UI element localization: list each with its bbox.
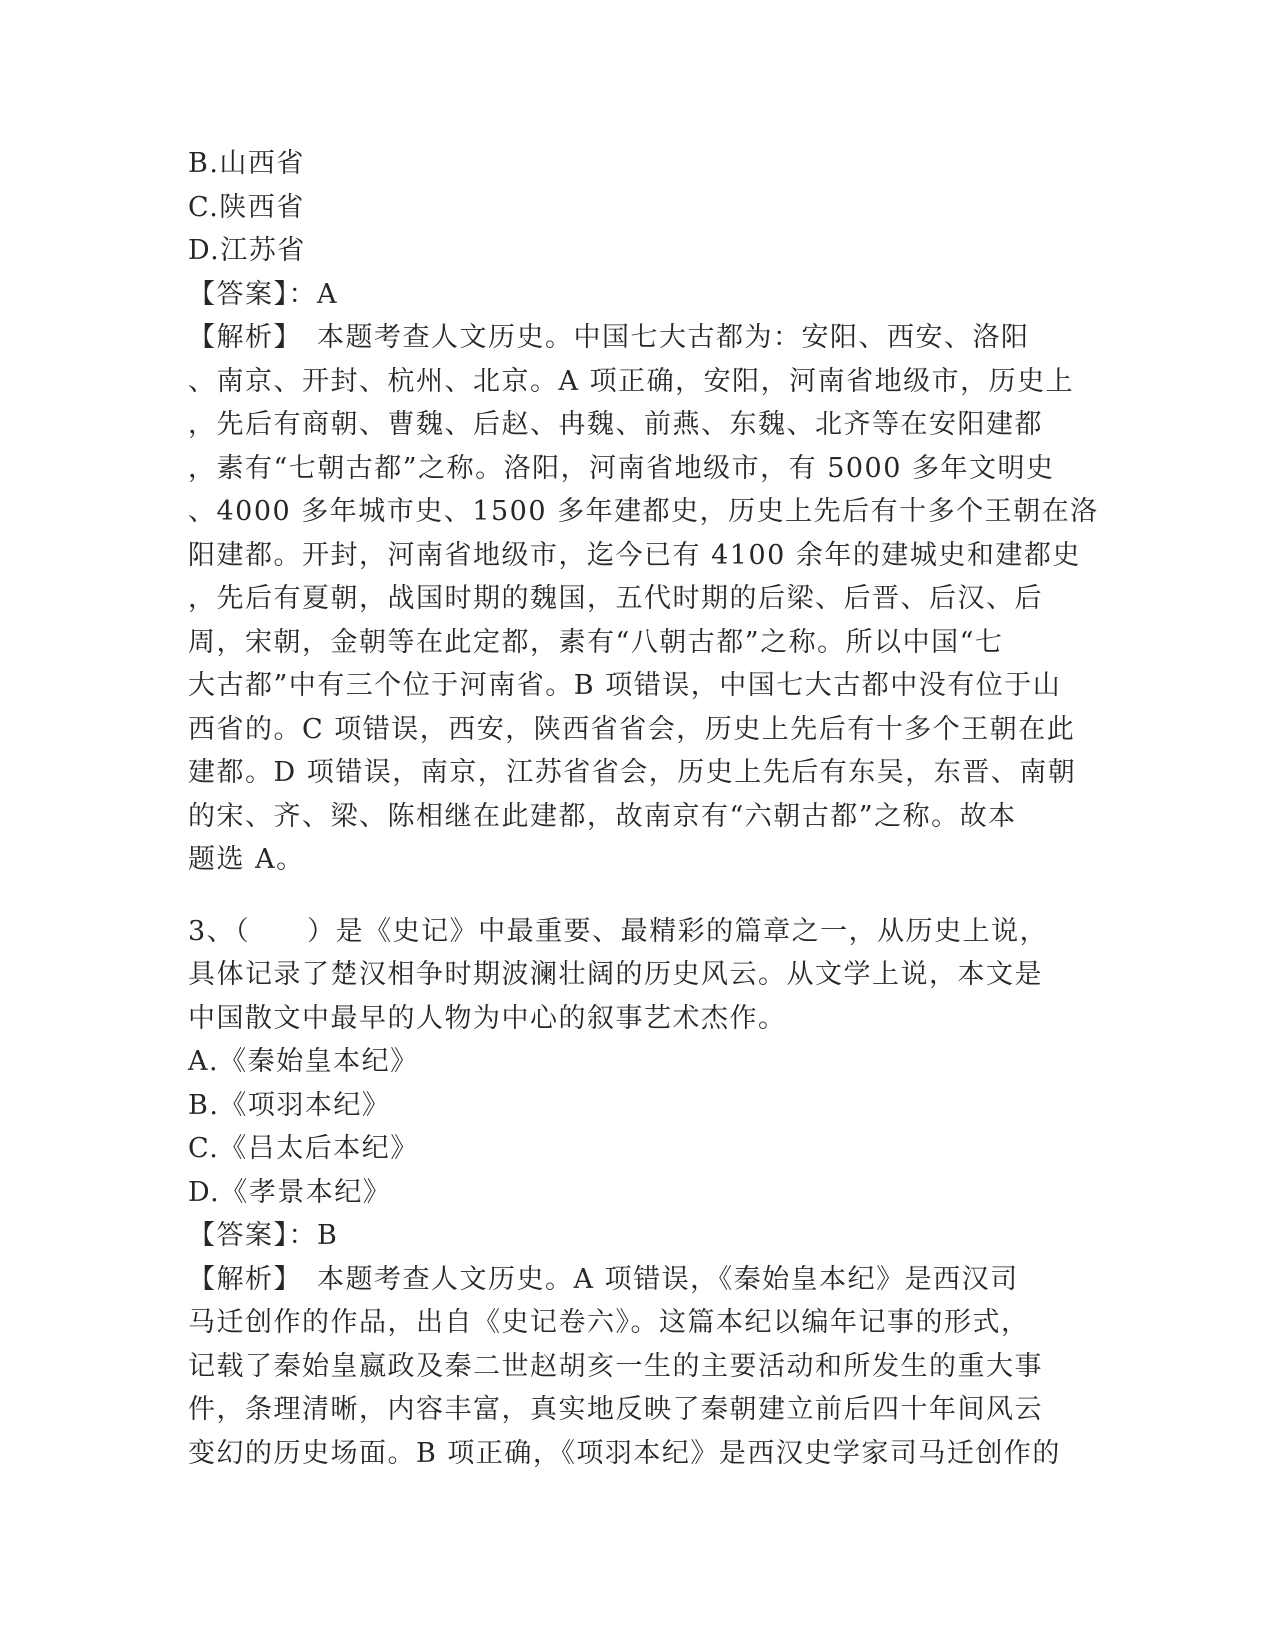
q2-analysis — [188, 316, 1099, 882]
q2-answer: 【答案】：A — [188, 278, 338, 310]
q3-analysis-line: 马迁创作的作品，出自《史记卷六》。这篇本纪以编年记事的形式， — [188, 1307, 1030, 1338]
q3-analysis — [188, 1258, 1088, 1476]
q2-analysis-line: 【解析】 本题考查人文历史。中国七大古都为：安阳、西安、洛阳 — [188, 322, 1030, 353]
q2-analysis-line: 题选 A。 — [188, 844, 305, 875]
q3-analysis-line: 变幻的历史场面。B 项正确，《项羽本纪》是西汉史学家司马迁创作的 — [188, 1437, 1061, 1469]
q3-option-d: D.《孝景本纪》 — [188, 1176, 392, 1208]
q2-analysis-line: ，先后有商朝、曹魏、后赵、冉魏、前燕、东魏、北齐等在安阳建都 — [188, 409, 1043, 440]
q3-stem — [188, 910, 1088, 1041]
q3-stem-line: 中国散文中最早的人物为中心的叙事艺术杰作。 — [188, 1002, 787, 1034]
q2-analysis-line: 、4000 多年城市史、1500 多年建都史，历史上先后有十多个王朝在洛 — [188, 496, 1099, 527]
q2-analysis-line: 的宋、齐、梁、陈相继在此建都，故南京有“六朝古都”之称。故本 — [188, 800, 1017, 832]
q2-analysis-line: 西省的。C 项错误，西安，陕西省省会，历史上先后有十多个王朝在此 — [188, 713, 1076, 745]
q2-analysis-line: 建都。D 项错误，南京，江苏省省会，历史上先后有东吴，东晋、南朝 — [188, 757, 1077, 788]
question-separator — [188, 882, 1088, 910]
q2-analysis-line: 阳建都。开封，河南省地级市，迄今已有 4100 余年的建城史和建都史 — [188, 539, 1081, 571]
q3-option-a: A.《秦始皇本纪》 — [188, 1046, 419, 1077]
q3-option-b: B.《项羽本纪》 — [188, 1089, 391, 1121]
q3-analysis-line: 记载了秦始皇嬴政及秦二世赵胡亥一生的主要活动和所发生的重大事 — [188, 1350, 1043, 1382]
q2-option-b: B.山西省 — [188, 148, 305, 179]
q3-analysis-line: 【解析】 本题考查人文历史。A 项错误，《秦始皇本纪》是西汉司 — [188, 1263, 1019, 1295]
q2-option-c: C.陕西省 — [188, 191, 305, 223]
q2-analysis-line: ，素有“七朝古都”之称。洛阳，河南省地级市，有 5000 多年文明史 — [188, 452, 1055, 484]
q3-answer: 【答案】：B — [188, 1220, 339, 1251]
q3-stem-line: 3、（ ）是《史记》中最重要、最精彩的篇章之一，从历史上说， — [188, 915, 1049, 947]
q2-analysis-line: ，先后有夏朝，战国时期的魏国，五代时期的后梁、后晋、后汉、后 — [188, 583, 1043, 614]
q2-analysis-line: 周，宋朝，金朝等在此定都，素有“八朝古都”之称。所以中国“七 — [188, 626, 1004, 658]
q3-stem-line: 具体记录了楚汉相争时期波澜壮阔的历史风云。从文学上说，本文是 — [188, 959, 1043, 990]
q2-analysis-line: 、南京、开封、杭州、北京。A 项正确，安阳，河南省地级市，历史上 — [188, 365, 1075, 397]
q3-option-c: C.《吕太后本纪》 — [188, 1133, 419, 1164]
q3-analysis-line: 件，条理清晰，内容丰富，真实地反映了秦朝建立前后四十年间风云 — [188, 1394, 1043, 1425]
question-content — [188, 142, 1099, 1475]
q2-analysis-line: 大古都”中有三个位于河南省。B 项错误，中国七大古都中没有位于山 — [188, 670, 1062, 701]
q2-option-d: D.江苏省 — [188, 235, 306, 266]
